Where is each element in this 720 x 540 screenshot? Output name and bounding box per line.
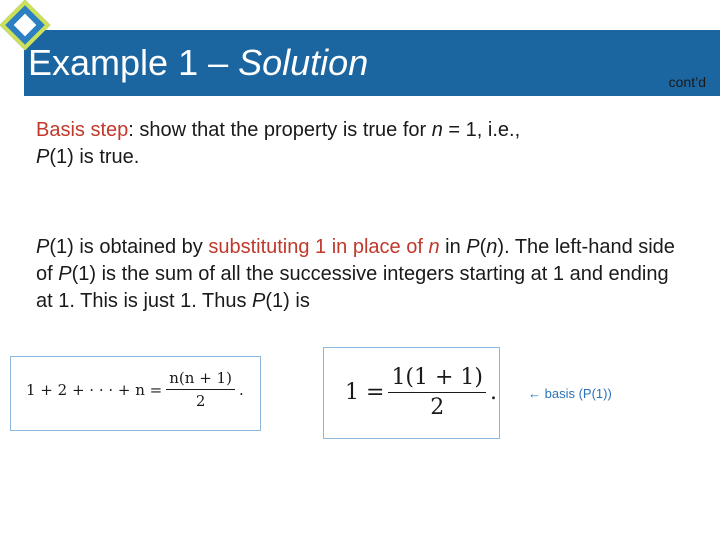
continued-label: cont’d xyxy=(668,74,706,90)
basis-annotation: ← basis (P(1)) xyxy=(528,386,612,401)
explanation-paragraph: P(1) is obtained by substituting 1 in place of n in P(n). The left-hand side of P(1) is the sum of all the successive integers starting at 1 and ending at 1. This is just 1. Thus P(1) is xyxy=(36,236,675,312)
slide-title: Example 1 – Solution xyxy=(28,42,369,83)
basis-paragraph: Basis step: show that the property is true for n = 1, i.e., P(1) is true. xyxy=(36,119,521,168)
sum-formula: 1 + 2 + · · · + n = $\frac{n(n + 1)}{2}$ . xyxy=(26,369,244,410)
basis-formula: 1 = $\frac{1(1 + 1)}{2}$ . xyxy=(345,365,498,420)
